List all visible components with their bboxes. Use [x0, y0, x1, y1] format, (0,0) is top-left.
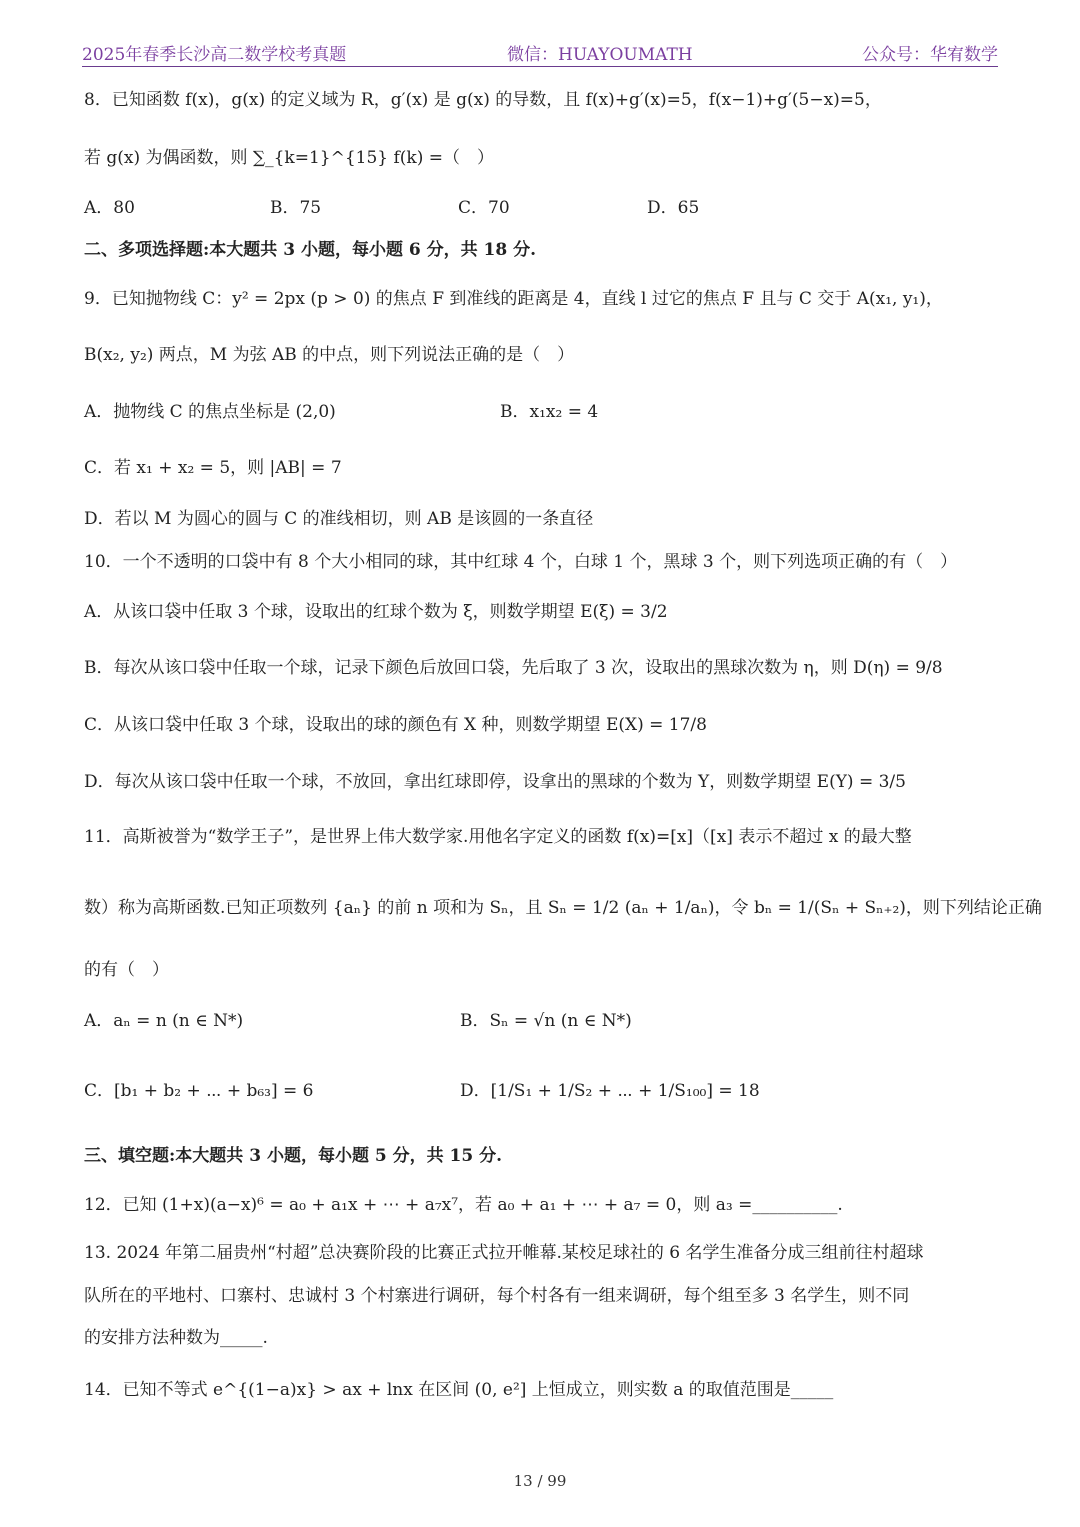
q11-option-c: C．[b₁ + b₂ + ⋯ + b₆₃] = 6	[84, 1081, 314, 1101]
q11-option-b: B．Sₙ = √n (n ∈ N*)	[460, 1011, 632, 1031]
q8-line1: 8．已知函数 f(x)，g(x) 的定义域为 R，g′(x) 是 g(x) 的导数，且 f(x)+g′(x)=5，f(x−1)+g′(5−x)=5，	[84, 90, 882, 110]
q10-option-c: C．从该口袋中任取 3 个球，设取出的球的颜色有 X 种，则数学期望 E(X) = 17/8	[84, 715, 707, 735]
q12-text: 12．已知 (1+x)(a−x)⁶ = a₀ + a₁x + ⋯ + a₇x⁷，若 a₀ + a₁ + ⋯ + a₇ = 0，则 a₃ =__________.	[84, 1195, 843, 1215]
q9-line2: B(x₂, y₂) 两点，M 为弦 AB 的中点，则下列说法正确的是（ ）	[84, 345, 575, 365]
q8-option-c: C．70	[458, 198, 510, 218]
q11-line1: 11．高斯被誉为“数学王子”，是世界上伟大数学家.用他名字定义的函数 f(x)=[x]（[x] 表示不超过 x 的最大整	[84, 827, 912, 847]
q9-option-a: A．抛物线 C 的焦点坐标是 (2,0)	[84, 402, 336, 422]
q8-option-b: B．75	[270, 198, 322, 218]
q10-line1: 10．一个不透明的口袋中有 8 个大小相同的球，其中红球 4 个，白球 1 个，黑球 3 个，则下列选项正确的有（ ）	[84, 552, 958, 572]
q8-line2: 若 g(x) 为偶函数，则 ∑_{k=1}^{15} f(k) =（ ）	[84, 148, 494, 168]
header-right: 公众号：华宥数学	[862, 45, 998, 65]
section-3-heading: 三、填空题:本大题共 3 小题，每小题 5 分，共 15 分.	[84, 1146, 503, 1166]
header-center: 微信：HUAYOUMATH	[507, 45, 693, 65]
q9-option-d: D．若以 M 为圆心的圆与 C 的准线相切，则 AB 是该圆的一条直径	[84, 509, 594, 529]
section-2-heading: 二、多项选择题:本大题共 3 小题，每小题 6 分，共 18 分.	[84, 240, 537, 260]
q9-option-b: B．x₁x₂ = 4	[500, 402, 599, 422]
q9-line1: 9．已知抛物线 C：y² = 2px (p > 0) 的焦点 F 到准线的距离是 4，直线 l 过它的焦点 F 且与 C 交于 A(x₁, y₁)，	[84, 289, 943, 309]
q8-option-d: D．65	[647, 198, 700, 218]
page-number: 13 / 99	[513, 1472, 567, 1490]
q10-option-b: B．每次从该口袋中任取一个球，记录下颜色后放回口袋，先后取了 3 次，设取出的黑球次数为 η，则 D(η) = 9/8	[84, 658, 943, 678]
q11-option-a: A．aₙ = n (n ∈ N*)	[84, 1011, 244, 1031]
q11-option-d: D．[1/S₁ + 1/S₂ + ⋯ + 1/S₁₀₀] = 18	[460, 1081, 760, 1101]
q10-option-a: A．从该口袋中任取 3 个球，设取出的红球个数为 ξ，则数学期望 E(ξ) = 3/2	[84, 602, 668, 622]
q11-line2: 数）称为高斯函数.已知正项数列 {aₙ} 的前 n 项和为 Sₙ，且 Sₙ = 1/2 (aₙ + 1/aₙ)，令 bₙ = 1/(Sₙ + Sₙ₊₂)，则下列结论正确	[84, 898, 1042, 918]
header-left: 2025年春季长沙高二数学校考真题	[82, 45, 347, 65]
q14-text: 14．已知不等式 e^{(1−a)x} > ax + lnx 在区间 (0, e²] 上恒成立，则实数 a 的取值范围是_____	[84, 1380, 834, 1400]
q9-option-c: C．若 x₁ + x₂ = 5，则 |AB| = 7	[84, 458, 342, 478]
q13-line2: 队所在的平地村、口寨村、忠诚村 3 个村寨进行调研，每个村各有一组来调研，每个组至多 3 名学生，则不同	[84, 1286, 910, 1306]
q13-line1: 13. 2024 年第二届贵州“村超”总决赛阶段的比赛正式拉开帷幕.某校足球社的 6 名学生准备分成三组前往村超球	[84, 1243, 924, 1263]
q11-line3: 的有（ ）	[84, 960, 169, 980]
page-header	[82, 38, 998, 67]
q10-option-d: D．每次从该口袋中任取一个球，不放回，拿出红球即停，设拿出的黑球的个数为 Y，则数学期望 E(Y) = 3/5	[84, 772, 906, 792]
q13-line3: 的安排方法种数为_____.	[84, 1328, 268, 1348]
q8-option-a: A．80	[84, 198, 135, 218]
